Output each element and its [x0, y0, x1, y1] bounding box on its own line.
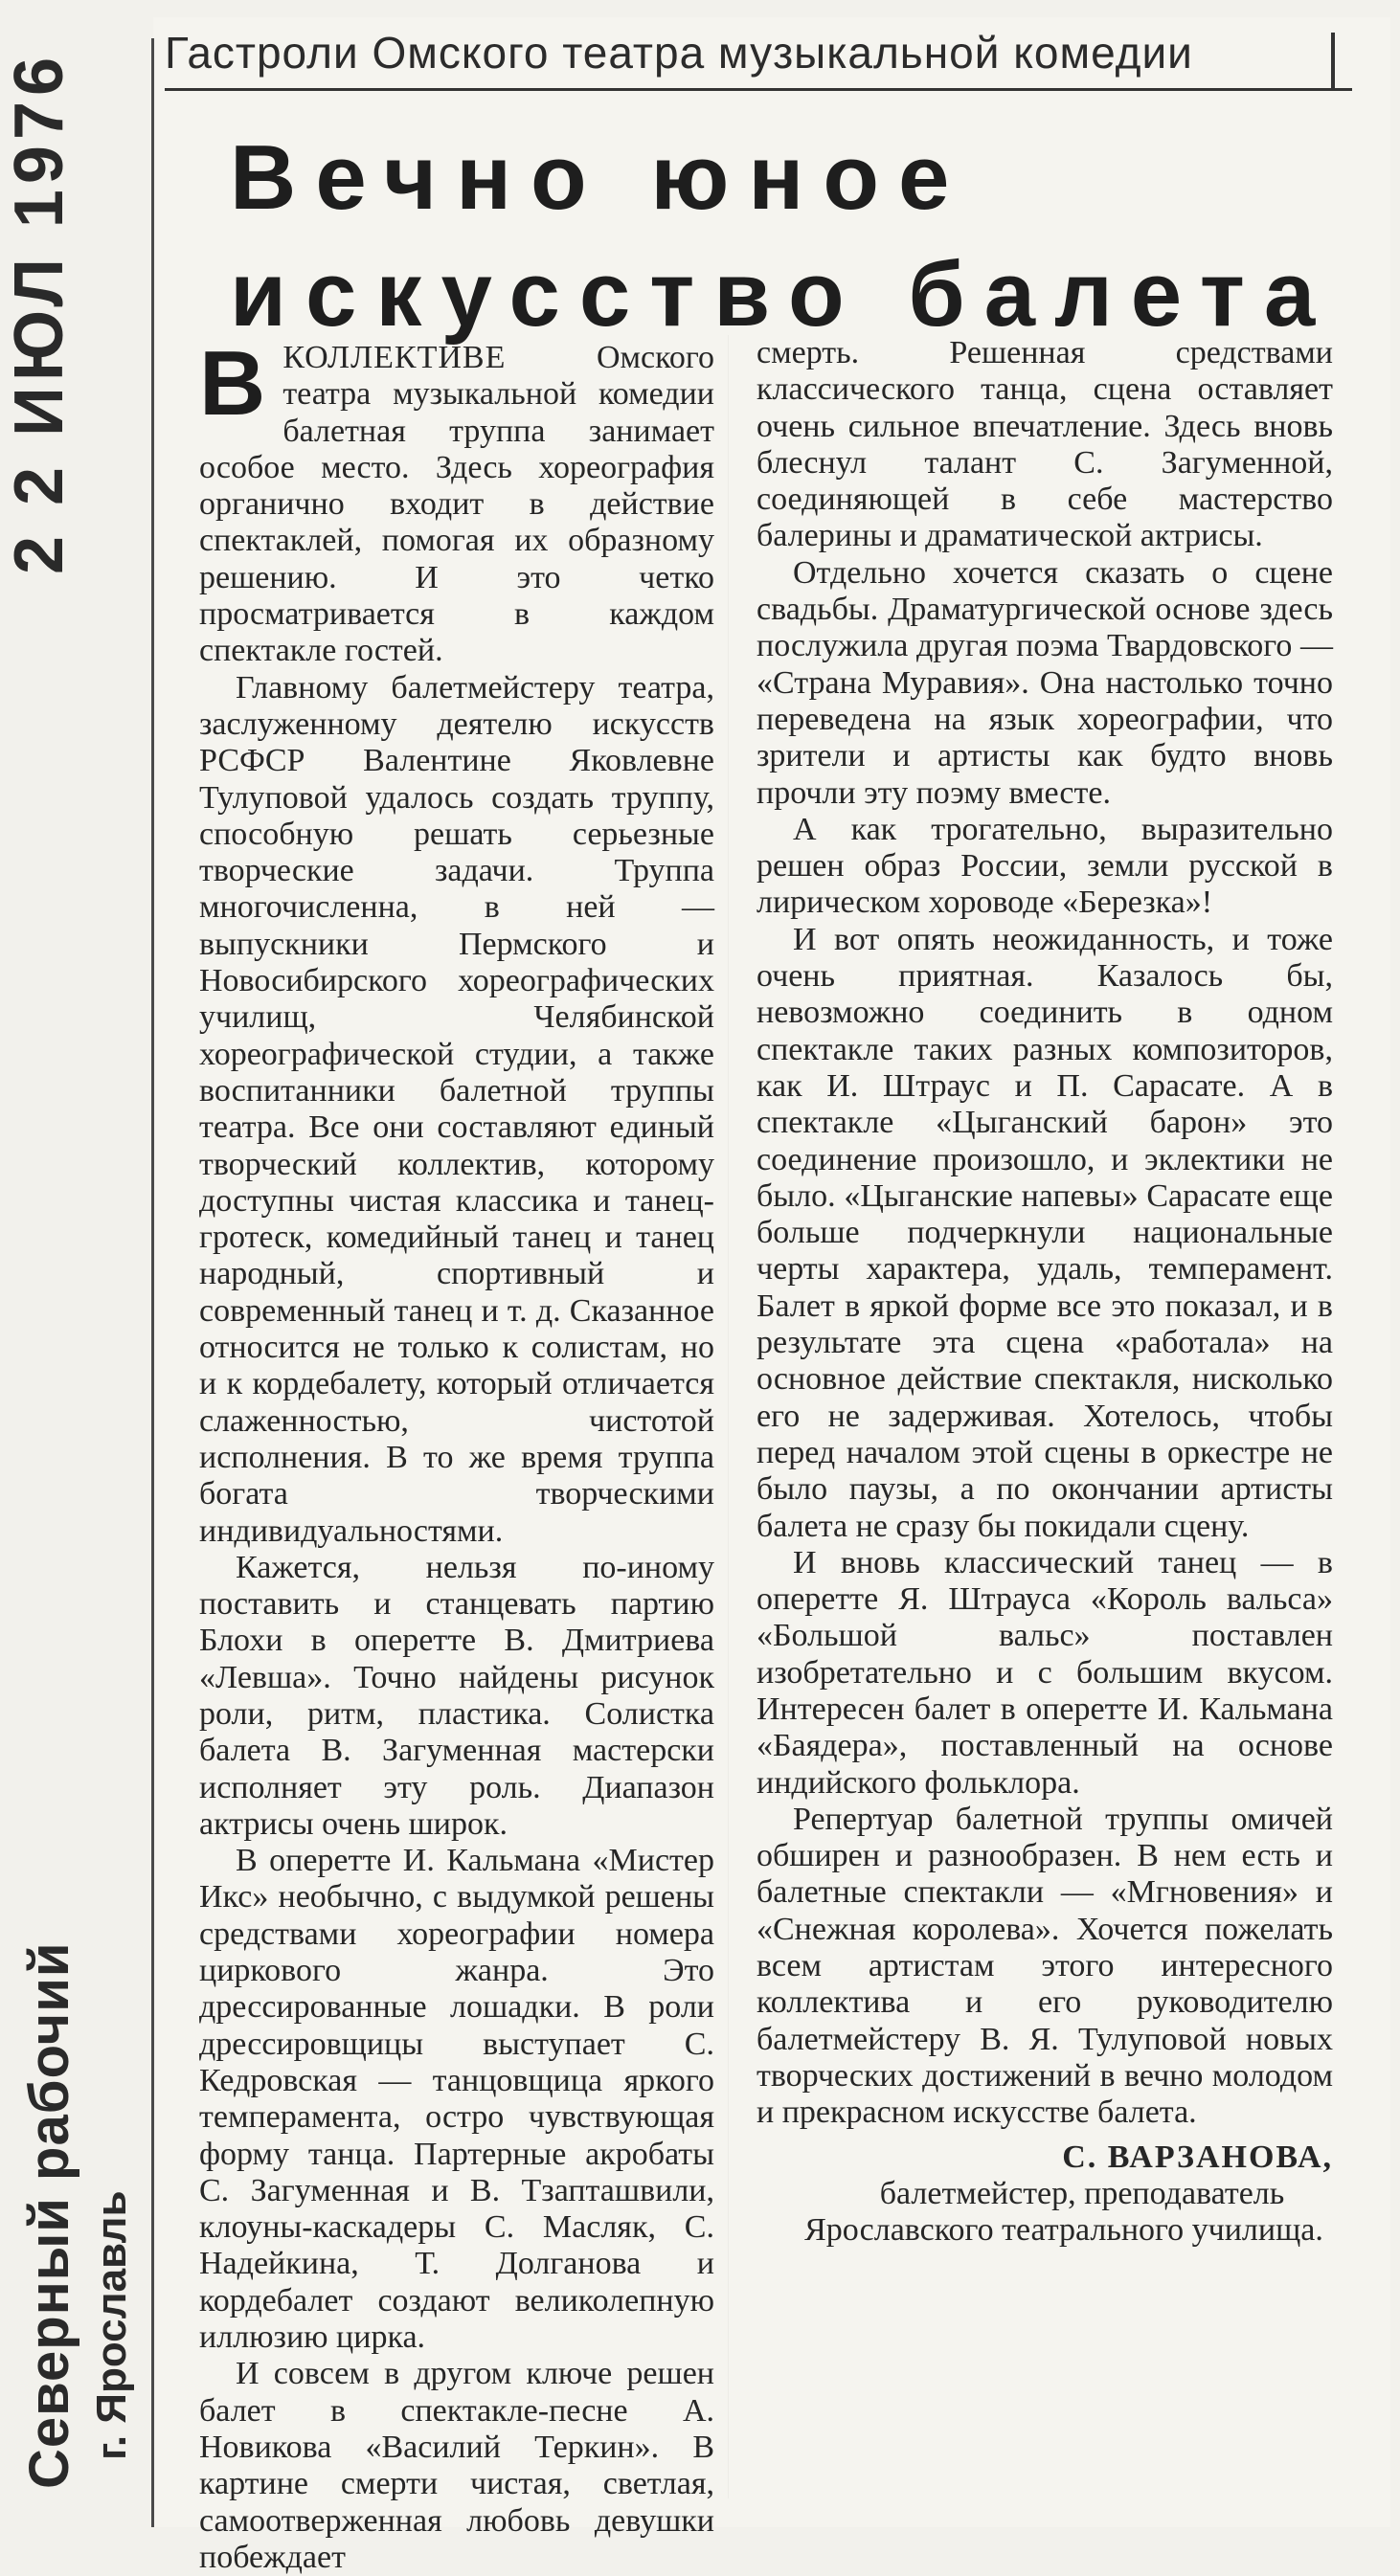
author-signature: С. ВАРЗАНОВА, [1062, 2139, 1333, 2175]
lead-caps: КОЛЛЕКТИВЕ [282, 340, 507, 375]
article-column-1 [199, 332, 714, 2575]
paragraph: И вновь классический танец — в оперетте Я. Штрауса «Король вальса» «Большой вальс» поставлен изобретательно и с большим вкусом. Интересен балет в оперетте И. Кальмана «Баядера», поставленный на основе индийского фольклора. [756, 1544, 1333, 1801]
paragraph: Отдельно хочется сказать о сцене свадьбы. Драматургической основе здесь послужила другая поэма Твардовского — «Страна Муравия». Она настолько точно переведена на язык хореографии, что зрители и артисты как будто вновь прочли эту поэму вместе. [756, 554, 1333, 811]
newspaper-name-stamp: Северный рабочий [18, 1941, 80, 2489]
paragraph: А как трогательно, выразительно решен образ России, земли русской в лирическом хороводе «Березка»! [756, 811, 1333, 921]
paragraph: В оперетте И. Кальмана «Мистер Икс» необычно, с выдумкой решены средствами хореографии номера циркового жанра. Это дрессированные лошадки. В роли дрессировщицы выступает С. Кедровская — танцовщица яркого темперамента, остро чувствующая форму танца. Партерные акробаты С. Загуменная и В. Тзапташвили, клоуны-каскадеры С. Масляк, С. Надейкина, Т. Долганова и кордебалет создают великолепную иллюзию цирка. [199, 1843, 714, 2356]
paragraph: И вот опять неожиданность, и тоже очень приятная. Казалось бы, невозможно соединить в одном спектакле таких разных композиторов, как И. Штраус и П. Сарасате. А в спектакле «Цыганский барон» это соединение произошло, и эклектики не было. «Цыганские напевы» Сарасате еще больше подчеркнули национальные черты характера, удаль, темперамент. Балет в яркой форме все это показал, и в результате эта сцена «работала» на основное действие спектакля, нисколько его не задерживая. Хотелось, чтобы перед началом этой сцены в оркестре не было паузы, а по окончании артисты балета не сразу бы покидали сцену. [756, 921, 1333, 1544]
section-rubric: Гастроли Омского театра музыкальной комедии [165, 27, 1352, 91]
rubric-end-bar [1331, 33, 1335, 88]
date-stamp: 2 2 ИЮЛ 1976 [1, 51, 78, 574]
headline-line-2: искусство балета [230, 243, 1335, 346]
author-role: балетмейстер, преподаватель Ярославского театрального училища. [804, 2175, 1323, 2249]
lead-paragraph [199, 332, 714, 670]
article-column-2 [756, 335, 1333, 2489]
headline-line-1: Вечно юное [230, 126, 969, 229]
paragraph: Репертуар балетной труппы омичей обширен и разнообразен. В нем есть и балетные спектакли — «Мгновения» и «Снежная королева». Хочется пожелать всем артистам этого интересного коллектива и его руководителю балетмейстеру В. Я. Тулуповой новых творческих достижений в вечно молодом и прекрасном искусстве балета. [756, 1801, 1333, 2131]
paragraph: смерть. Решенная средствами классического танца, сцена оставляет очень сильное впечатление. Здесь вновь блеснул талант С. Загуменной, соединяющей в себе мастерство балерины и драматической актрисы. [756, 335, 1333, 554]
paragraph: И совсем в другом ключе решен балет в спектакле-песне А. Новикова «Василий Теркин». В картине смерти чистая, светлая, самоотверженная любовь девушки побеждает [199, 2356, 714, 2575]
left-border-rule [151, 38, 154, 2527]
column-gutter [728, 335, 729, 2498]
paragraph: Кажется, нельзя по-иному поставить и станцевать партию Блохи в оперетте В. Дмитриева «Левша». Точно найдены рисунок роли, ритм, пластика. Солистка балета В. Загуменная мастерски исполняет эту роль. Диапазон актрисы очень широк. [199, 1549, 714, 1842]
lead-text: Омского театра музыкальной комедии балетная труппа занимает особое место. Здесь хореография органично входит в действие спектаклей, помогая их образному решению. И это четко просматривается в каждом спектакле гостей. [199, 340, 714, 669]
drop-cap: В [199, 332, 266, 435]
city-stamp: г. Ярославль [88, 2190, 135, 2460]
paragraph: Главному балетмейстеру театра, заслуженному деятелю искусств РСФСР Валентине Яковлевне Тулуповой удалось создать труппу, способную решать серьезные творческие задачи. Труппа многочисленна, в ней — выпускники Пермского и Новосибирского хореографических училищ, Челябинской хореографической студии, а также воспитанники балетной труппы театра. Все они составляют единый творческий коллектив, которому доступны чистая классика и танец-гротеск, комедийный танец и танец народный, спортивный и современный танец и т. д. Сказанное относится не только к солистам, но и к кордебалету, который отличается слаженностью, чистотой исполнения. В то же время труппа богата творческими индивидуальностями. [199, 669, 714, 1549]
article-headline [230, 120, 1341, 353]
